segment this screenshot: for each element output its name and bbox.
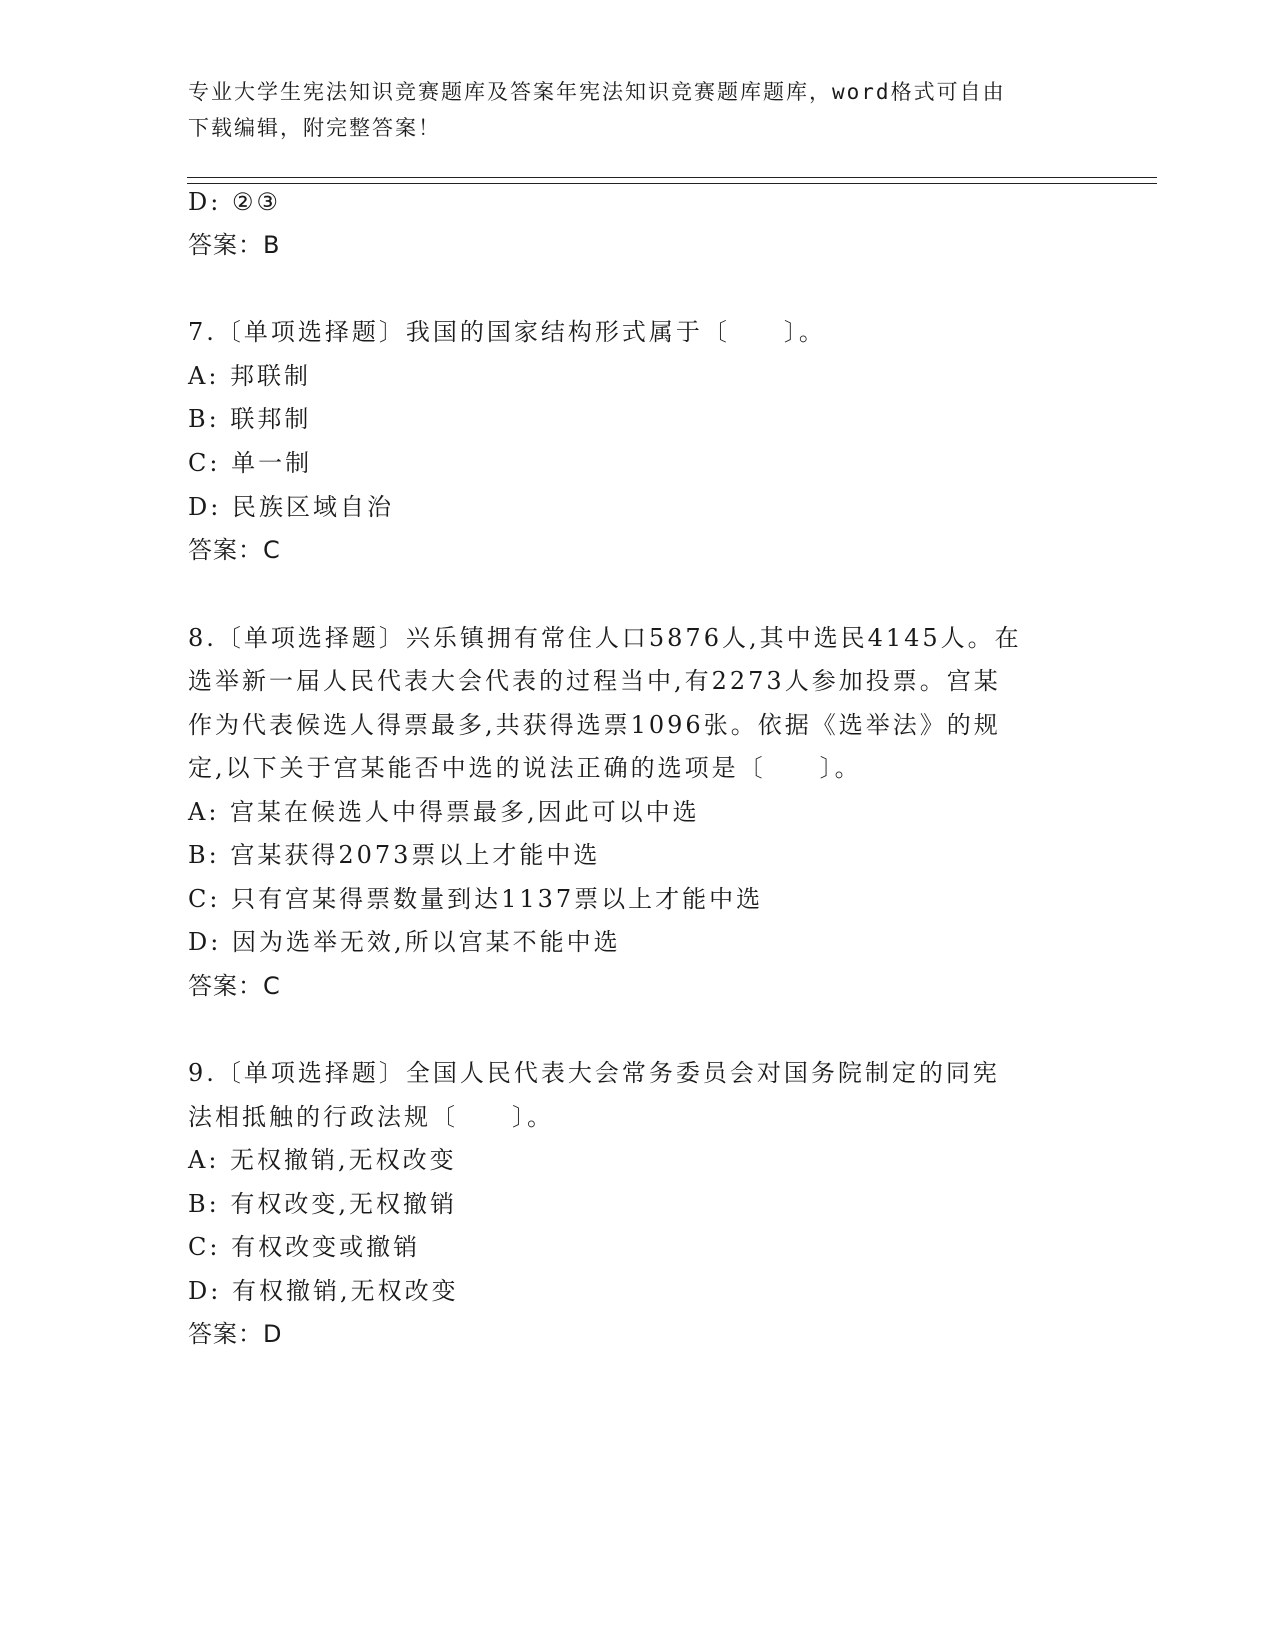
- q7-option-a: A: 邦联制: [188, 362, 312, 390]
- q9-stem-line-2: 法相抵触的行政法规〔 〕。: [188, 1103, 554, 1131]
- q9-option-d: D: 有权撤销,无权改变: [188, 1277, 459, 1305]
- header-divider-bottom: [187, 183, 1157, 184]
- q8-option-d: D: 因为选举无效,所以宫某不能中选: [188, 928, 621, 956]
- q8-option-c: C: 只有宫某得票数量到达1137票以上才能中选: [188, 885, 764, 913]
- q9-option-c: C: 有权改变或撤销: [188, 1233, 421, 1261]
- prev-question-answer: 答案：B: [188, 231, 281, 259]
- q9-stem-line-1: 9.〔单项选择题〕全国人民代表大会常务委员会对国务院制定的同宪: [188, 1059, 1000, 1087]
- q8-answer: 答案：C: [188, 972, 281, 1000]
- q8-option-a: A: 宫某在候选人中得票最多,因此可以中选: [188, 798, 700, 826]
- q8-stem-line-3: 作为代表候选人得票最多,共获得选票1096张。依据《选举法》的规: [188, 711, 1001, 739]
- q7-option-c: C: 单一制: [188, 449, 313, 477]
- q8-option-b: B: 宫某获得2073票以上才能中选: [188, 841, 601, 869]
- q8-stem-line-4: 定,以下关于宫某能否中选的说法正确的选项是〔 〕。: [188, 754, 862, 782]
- q7-stem: 7.〔单项选择题〕我国的国家结构形式属于〔 〕。: [188, 318, 826, 346]
- header-line-1: 专业大学生宪法知识竞赛题库及答案年宪法知识竞赛题库题库，word格式可自由: [188, 80, 1006, 104]
- q7-option-b: B: 联邦制: [188, 405, 312, 433]
- q7-option-d: D: 民族区域自治: [188, 493, 394, 521]
- document-header: [188, 74, 1088, 146]
- q9-option-a: A: 无权撤销,无权改变: [188, 1146, 457, 1174]
- prev-question-option-d: D: ②③: [188, 188, 281, 216]
- header-divider-top: [187, 177, 1157, 178]
- q8-stem-line-2: 选举新一届人民代表大会代表的过程当中,有2273人参加投票。宫某: [188, 667, 1001, 695]
- q7-answer: 答案：C: [188, 536, 281, 564]
- q9-option-b: B: 有权改变,无权撤销: [188, 1190, 457, 1218]
- header-line-2: 下载编辑，附完整答案！: [188, 116, 441, 140]
- q9-answer: 答案：D: [188, 1320, 283, 1348]
- q8-stem-line-1: 8.〔单项选择题〕兴乐镇拥有常住人口5876人,其中选民4145人。在: [188, 624, 1022, 652]
